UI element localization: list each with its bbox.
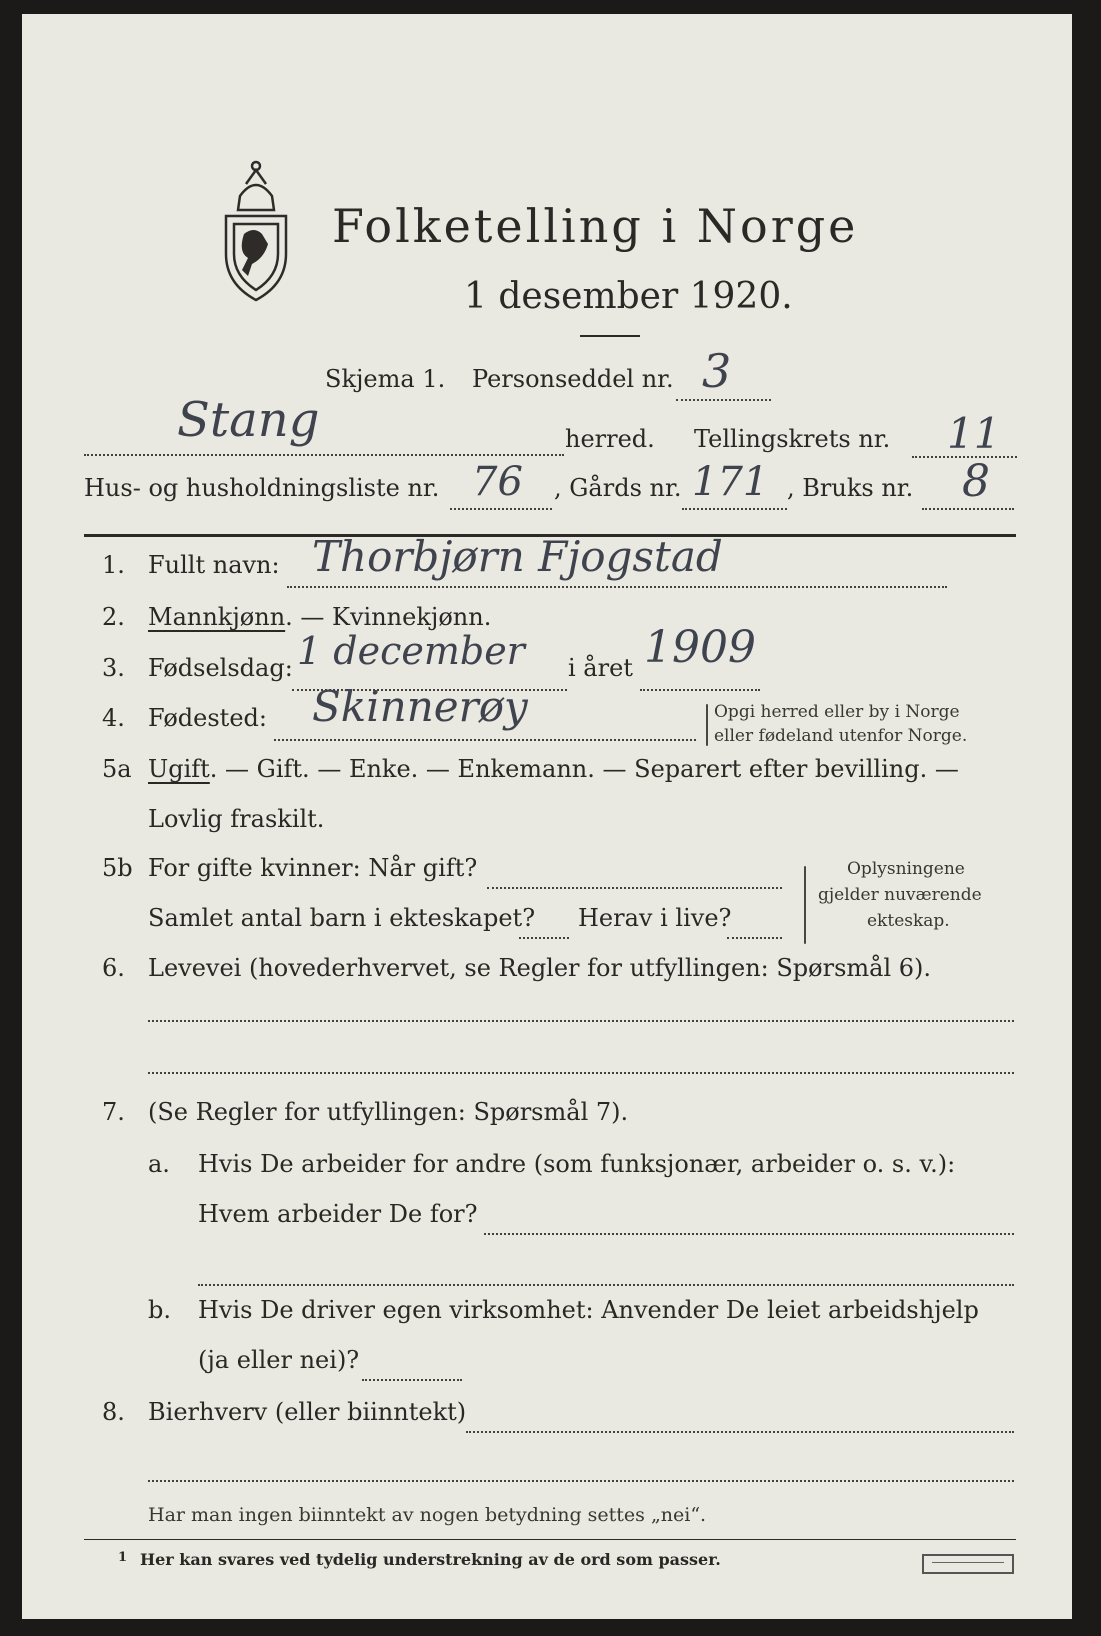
q3-year-value[interactable]: 1909 [644, 622, 756, 673]
husliste-value[interactable]: 76 [472, 459, 523, 505]
q7a-answer-line2[interactable] [198, 1284, 1014, 1286]
q5b-note2: gjelder nuværende [818, 885, 982, 905]
q2-end: . [483, 603, 492, 631]
q7-number: 7. [102, 1098, 125, 1126]
q7a-line1: Hvis De arbeider for andre (som funksjonær, arbeider o. s. v.): [198, 1150, 956, 1178]
tellingskrets-value[interactable]: 11 [947, 409, 1001, 458]
q3-year-line [640, 689, 760, 691]
personseddel-line [676, 399, 771, 401]
q4-label: Fødested: [148, 704, 267, 732]
q6-line1[interactable] [148, 1020, 1014, 1022]
q8-line2[interactable] [148, 1480, 1014, 1482]
q7b-answer-line[interactable] [362, 1379, 462, 1381]
q1-label: Fullt navn: [148, 551, 280, 579]
personseddel-value[interactable]: 3 [702, 344, 732, 398]
herred-label: herred. [565, 425, 655, 453]
husliste-line [450, 508, 552, 510]
gards-line [682, 508, 787, 510]
q6-label: Levevei (hovederhvervet, se Regler for utfyllingen: Spørsmål 6). [148, 954, 932, 982]
q7a-line2: Hvem arbeider De for? [198, 1200, 478, 1228]
q5b-alive-label: Herav i live? [578, 904, 732, 932]
q4-note-line1: Opgi herred eller by i Norge [714, 702, 960, 722]
q7b-letter: b. [148, 1296, 171, 1324]
q2-separator: . — [285, 603, 333, 631]
q2-male[interactable]: Mannkjønn [148, 603, 286, 631]
q4-value[interactable]: Skinnerøy [312, 682, 528, 731]
q4-number: 4. [102, 704, 125, 732]
q7b-line2: (ja eller nei)? [198, 1346, 360, 1374]
q5b-children-label: Samlet antal barn i ekteskapet? [148, 904, 536, 932]
q7b-line1: Hvis De driver egen virksomhet: Anvender De leiet arbeidshjelp [198, 1296, 979, 1324]
herred-value[interactable]: Stang [177, 392, 320, 448]
q5b-note1: Oplysningene [847, 859, 965, 879]
q1-number: 1. [102, 551, 125, 579]
q5b-number: 5b [102, 854, 133, 882]
form-date: 1 desember 1920. [464, 276, 793, 317]
skjema-label: Skjema 1. [325, 365, 446, 393]
q3-day-value[interactable]: 1 december [297, 629, 525, 673]
footnote-mark: 1 [118, 1550, 128, 1565]
gards-value[interactable]: 171 [692, 459, 769, 505]
q5b-note3: ekteskap. [867, 911, 950, 931]
title-divider [580, 335, 640, 337]
bruks-line [922, 508, 1014, 510]
q7a-answer-line[interactable] [484, 1233, 1014, 1235]
q3-year-label: i året [568, 654, 633, 682]
q7a-letter: a. [148, 1150, 170, 1178]
q2-female[interactable]: Kvinnekjønn [332, 603, 484, 631]
q6-number: 6. [102, 954, 125, 982]
husliste-label: Hus- og husholdningsliste nr. [84, 474, 440, 502]
q1-value[interactable]: Thorbjørn Fjogstad [312, 532, 723, 581]
herred-line [84, 454, 564, 456]
q5b-children-line[interactable] [519, 937, 569, 939]
q5b-line1: For gifte kvinner: Når gift? [148, 854, 478, 882]
census-form [22, 14, 1072, 1619]
gards-label: , Gårds nr. [554, 474, 682, 502]
personseddel-label: Personseddel nr. [472, 365, 674, 393]
q5a-ugift[interactable]: Ugift [148, 755, 210, 783]
q5b-when-line[interactable] [487, 887, 782, 889]
q1-line [287, 586, 947, 588]
q7-label: (Se Regler for utfyllingen: Spørsmål 7). [148, 1098, 629, 1126]
form-title: Folketelling i Norge [332, 199, 859, 253]
q6-line2[interactable] [148, 1072, 1014, 1074]
q5b-alive-line[interactable] [727, 937, 782, 939]
q4-line [274, 739, 696, 741]
q3-label: Fødselsdag: [148, 654, 293, 682]
q5a-number: 5a [102, 755, 132, 783]
q4-note-line2: eller fødeland utenfor Norge. [714, 726, 968, 746]
q2-number: 2. [102, 603, 125, 631]
footer-note: Har man ingen biinntekt av nogen betydning settes „nei“. [148, 1504, 707, 1526]
printer-stamp [922, 1554, 1014, 1574]
footnote-text: Her kan svares ved tydelig understrekning av de ord som passer. [140, 1550, 721, 1569]
bruks-label: , Bruks nr. [787, 474, 914, 502]
coat-of-arms-icon [218, 154, 294, 304]
tellingskrets-label: Tellingskrets nr. [694, 425, 891, 453]
q8-line1[interactable] [466, 1431, 1014, 1433]
bruks-value[interactable]: 8 [962, 456, 990, 507]
q5b-note-brace [804, 866, 806, 944]
q8-number: 8. [102, 1398, 125, 1426]
q5a-rest[interactable]: . — Gift. — Enke. — Enkemann. — Separert efter bevilling. — [209, 755, 959, 783]
footer-rule [84, 1539, 1016, 1540]
q8-label: Bierhverv (eller biinntekt) [148, 1398, 467, 1426]
q2-options [148, 603, 491, 631]
q5a-options [148, 755, 959, 783]
q3-number: 3. [102, 654, 125, 682]
q5a-line2[interactable]: Lovlig fraskilt. [148, 805, 325, 833]
q4-note-brace [706, 704, 708, 746]
